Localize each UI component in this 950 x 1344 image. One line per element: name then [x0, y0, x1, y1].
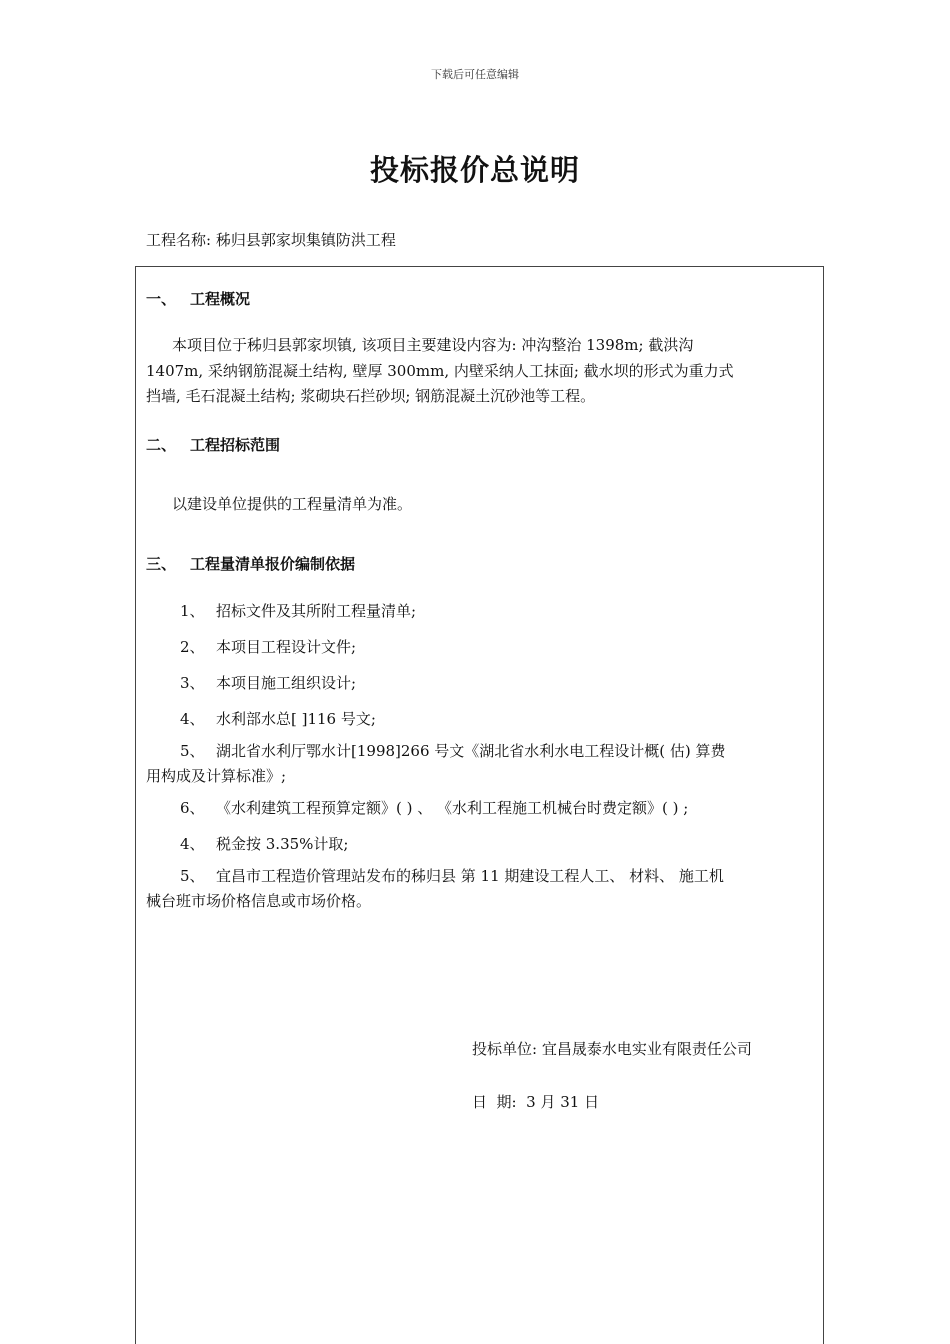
section-1-paragraph-line-3: 挡墙, 毛石混凝土结构; 浆砌块石拦砂坝; 钢筋混凝土沉砂池等工程。: [146, 387, 596, 405]
basis-item-2-text: 本项目工程设计文件;: [216, 638, 357, 656]
basis-item-3-number: 3、: [180, 674, 205, 692]
basis-item-4: [180, 708, 376, 729]
basis-item-1: [180, 600, 416, 621]
section-1-title: 工程概况: [190, 290, 251, 308]
basis-item-3: [180, 672, 356, 693]
project-name-label: 工程名称:: [146, 231, 212, 249]
basis-item-5-text: 湖北省水利厅鄂水计[1998]266 号文《湖北省水利水电工程设计概( 估) 算费: [216, 742, 726, 760]
section-1-paragraph-line-2: 1407m, 采纳钢筋混凝土结构, 壁厚 300mm, 内壁采纳人工抹面; 截水坝的形式为重力式: [146, 362, 734, 380]
bidder-label: 投标单位:: [472, 1040, 538, 1058]
date-value: 3 月 31 日: [526, 1093, 600, 1111]
basis-item-5-continuation: 用构成及计算标准》;: [146, 767, 287, 785]
basis-item-6-text: 《水利建筑工程预算定额》( ) 、 《水利工程施工机械台时费定额》( ) ;: [216, 799, 689, 817]
bidder-value: 宜昌晟泰水电实业有限责任公司: [541, 1040, 752, 1058]
section-1-paragraph-line-1: 本项目位于秭归县郭家坝镇, 该项目主要建设内容为: 冲沟整治 1398m; 截洪沟: [172, 336, 694, 354]
section-3-title: 工程量清单报价编制依据: [190, 555, 356, 573]
bidder-line: [472, 1038, 752, 1059]
basis-item-6: [180, 797, 688, 818]
basis-item-7: [180, 833, 348, 854]
basis-item-2: [180, 636, 356, 657]
date-line: [472, 1091, 599, 1112]
basis-item-6-number: 6、: [180, 799, 205, 817]
section-2-title: 工程招标范围: [190, 436, 281, 454]
basis-item-8: [180, 865, 724, 886]
basis-item-3-text: 本项目施工组织设计;: [216, 674, 357, 692]
basis-item-2-number: 2、: [180, 638, 205, 656]
basis-item-7-text: 税金按 3.35%计取;: [216, 835, 349, 853]
basis-item-5-number: 5、: [180, 742, 205, 760]
basis-item-7-number: 4、: [180, 835, 205, 853]
project-name-value: 秭归县郭家坝集镇防洪工程: [215, 231, 396, 249]
basis-item-8-number: 5、: [180, 867, 205, 885]
section-1-number: 一、: [146, 290, 177, 308]
project-name-line: [146, 229, 396, 250]
basis-item-5: [180, 740, 726, 761]
section-3-heading: [146, 553, 355, 574]
basis-item-1-text: 招标文件及其所附工程量清单;: [216, 602, 417, 620]
header-note: 下载后可任意编辑: [431, 68, 519, 81]
section-1-heading: [146, 288, 250, 309]
page-title: 投标报价总说明: [369, 153, 580, 187]
basis-item-4-text: 水利部水总[ ]116 号文;: [216, 710, 376, 728]
basis-item-1-number: 1、: [180, 602, 205, 620]
section-3-number: 三、: [146, 555, 177, 573]
section-2-heading: [146, 434, 280, 455]
section-2-number: 二、: [146, 436, 177, 454]
basis-item-4-number: 4、: [180, 710, 205, 728]
basis-item-8-text: 宜昌市工程造价管理站发布的秭归县 第 11 期建设工程人工、 材料、 施工机: [216, 867, 724, 885]
basis-item-8-continuation: 械台班市场价格信息或市场价格。: [146, 892, 372, 910]
date-label: 日 期:: [472, 1093, 517, 1111]
section-2-paragraph: 以建设单位提供的工程量清单为准。: [172, 495, 413, 513]
